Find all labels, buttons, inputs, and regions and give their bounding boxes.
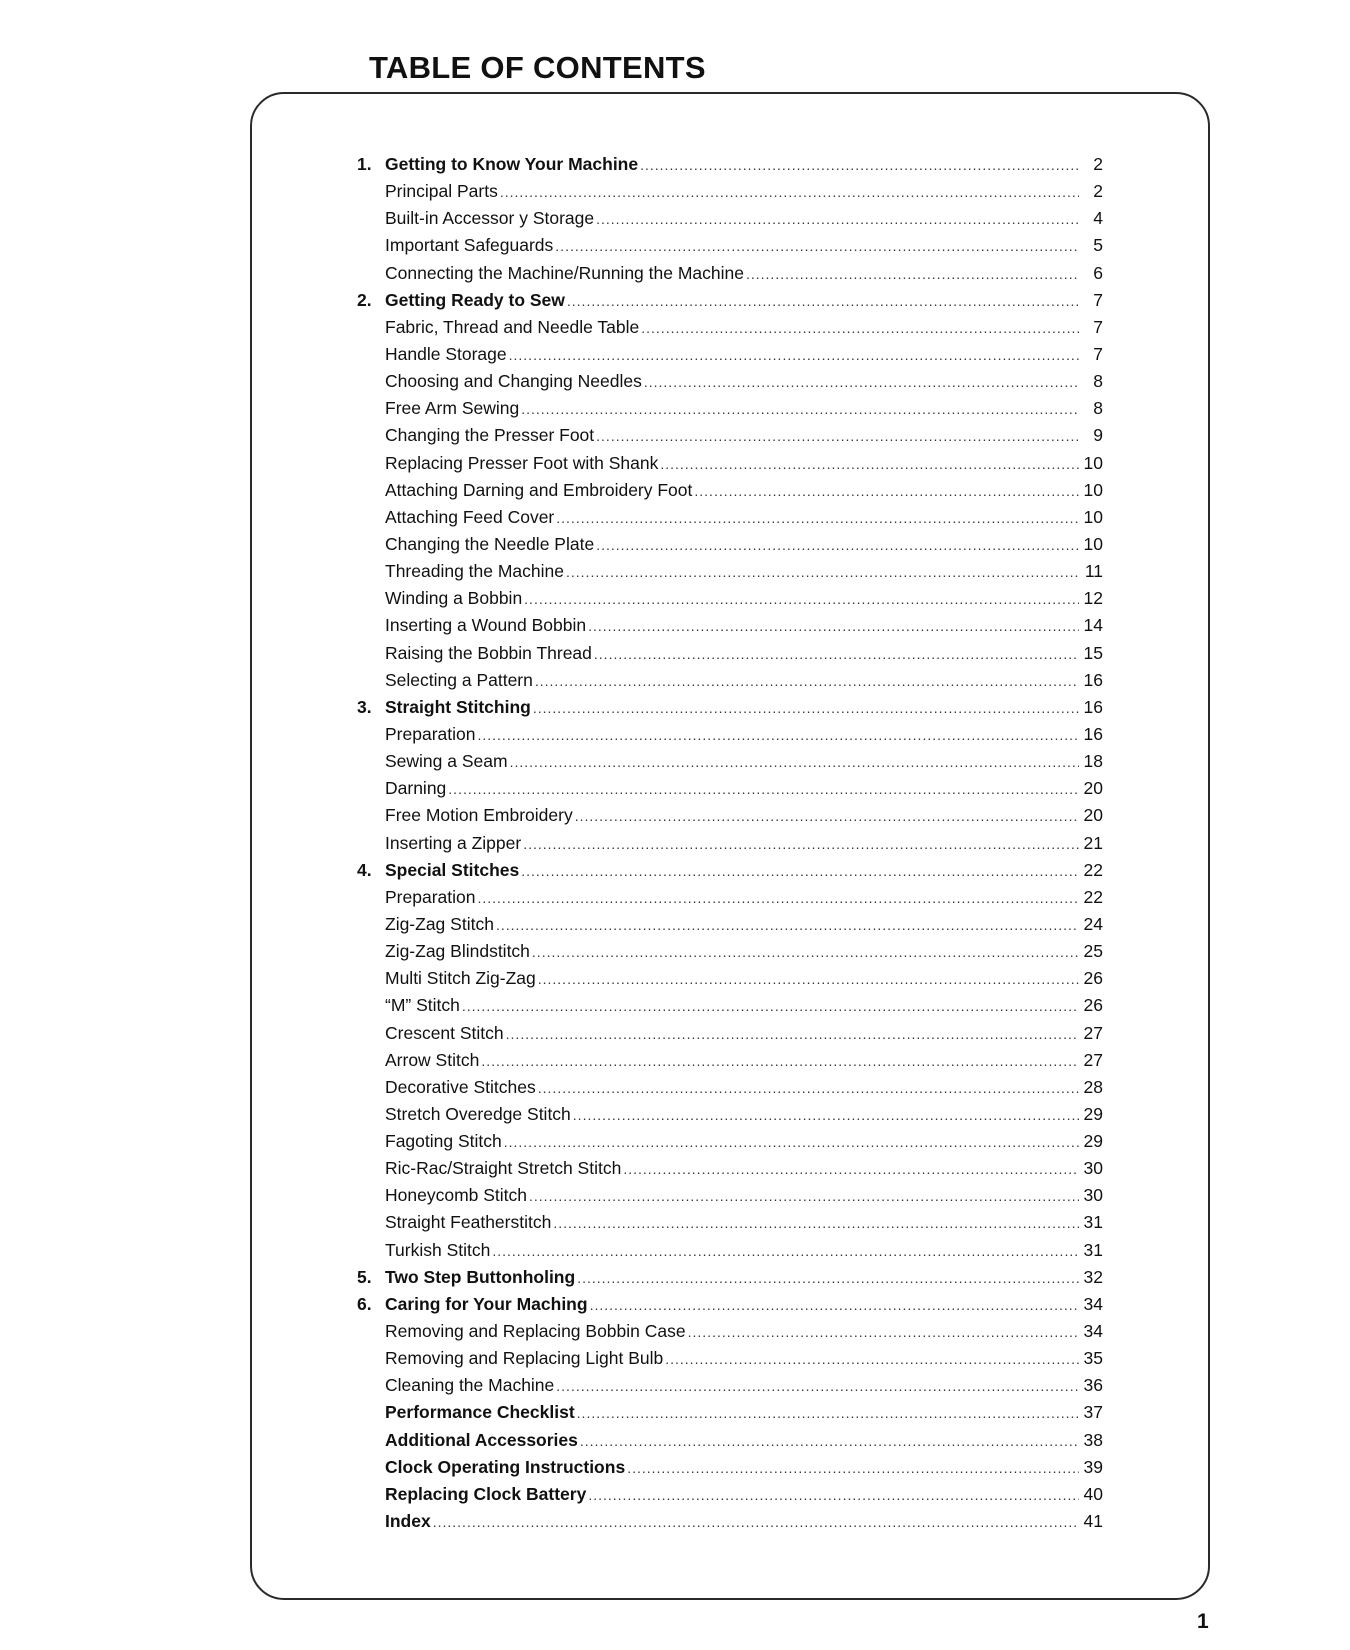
toc-entry-title: Decorative Stitches bbox=[385, 1076, 536, 1097]
toc-entry bbox=[357, 965, 1103, 992]
dot-leader bbox=[575, 803, 1079, 830]
toc-entry-page: 10 bbox=[1083, 506, 1103, 527]
dot-leader bbox=[509, 342, 1079, 369]
toc-entry bbox=[357, 422, 1103, 449]
toc-entry-page: 12 bbox=[1083, 588, 1103, 609]
dot-leader bbox=[641, 315, 1079, 342]
toc-entry-page: 14 bbox=[1083, 615, 1103, 636]
toc-entry-title: Changing the Needle Plate bbox=[385, 533, 595, 554]
dot-leader bbox=[566, 559, 1079, 586]
toc-entry-page: 10 bbox=[1083, 452, 1103, 473]
toc-entry bbox=[357, 341, 1103, 368]
toc-entry bbox=[357, 748, 1103, 775]
toc-entry-title: Preparation bbox=[385, 723, 476, 744]
dot-leader bbox=[596, 532, 1079, 559]
dot-leader bbox=[596, 423, 1079, 450]
dot-leader bbox=[556, 1373, 1079, 1400]
toc-entry-page: 34 bbox=[1083, 1293, 1103, 1314]
toc-entry bbox=[357, 477, 1103, 504]
toc-entry-number: 4. bbox=[357, 859, 372, 880]
toc-entry bbox=[357, 232, 1103, 259]
dot-leader bbox=[462, 993, 1079, 1020]
toc-entry bbox=[357, 938, 1103, 965]
toc-entry-page: 39 bbox=[1083, 1456, 1103, 1477]
dot-leader bbox=[567, 288, 1079, 315]
toc-entry-title: Important Safeguards bbox=[385, 235, 554, 256]
dot-leader bbox=[532, 939, 1079, 966]
dot-leader bbox=[577, 1265, 1079, 1292]
toc-entry-title: Straight Featherstitch bbox=[385, 1212, 552, 1233]
toc-entry-title: Removing and Replacing Bobbin Case bbox=[385, 1321, 686, 1342]
toc-entry-title: Turkish Stitch bbox=[385, 1239, 491, 1260]
toc-entry-page: 10 bbox=[1083, 479, 1103, 500]
toc-entry-title: Selecting a Pattern bbox=[385, 669, 533, 690]
toc-entry bbox=[357, 721, 1103, 748]
dot-leader bbox=[500, 179, 1079, 206]
toc-entry bbox=[357, 368, 1103, 395]
toc-entry bbox=[357, 667, 1103, 694]
dot-leader bbox=[556, 505, 1079, 532]
toc-entry-page: 7 bbox=[1093, 289, 1103, 310]
toc-entry-page: 28 bbox=[1083, 1076, 1103, 1097]
toc-entry bbox=[357, 802, 1103, 829]
toc-entry-page: 10 bbox=[1083, 533, 1103, 554]
toc-entry-number: 5. bbox=[357, 1266, 372, 1287]
dot-leader bbox=[538, 1075, 1079, 1102]
toc-entry bbox=[357, 1209, 1103, 1236]
toc-entry bbox=[357, 531, 1103, 558]
toc-entry-page: 26 bbox=[1083, 968, 1103, 989]
toc-entry-title: Removing and Replacing Light Bulb bbox=[385, 1348, 664, 1369]
toc-chapter-entry bbox=[357, 287, 1103, 314]
page-title: TABLE OF CONTENTS bbox=[369, 50, 706, 85]
toc-entry-title: Replacing Presser Foot with Shank bbox=[385, 452, 659, 473]
toc-entry-page: 30 bbox=[1083, 1185, 1103, 1206]
toc-entry-title: Cleaning the Machine bbox=[385, 1375, 555, 1396]
dot-leader bbox=[504, 1129, 1079, 1156]
toc-entry-page: 41 bbox=[1083, 1511, 1103, 1532]
toc-entry-page: 5 bbox=[1093, 235, 1103, 256]
toc-entry-title: Darning bbox=[385, 778, 447, 799]
toc-entry-page: 2 bbox=[1093, 181, 1103, 202]
toc-entry-title: Raising the Bobbin Thread bbox=[385, 642, 592, 663]
toc-entry bbox=[357, 504, 1103, 531]
toc-entry-page: 16 bbox=[1083, 669, 1103, 690]
toc-entry-page: 8 bbox=[1093, 398, 1103, 419]
toc-entry-title: Built-in Accessor y Storage bbox=[385, 208, 595, 229]
page-number: 1 bbox=[1197, 1610, 1209, 1633]
toc-entry bbox=[357, 1454, 1103, 1481]
toc-entry-page: 7 bbox=[1093, 316, 1103, 337]
toc-chapter-entry bbox=[357, 857, 1103, 884]
dot-leader bbox=[477, 722, 1079, 749]
dot-leader bbox=[496, 912, 1079, 939]
dot-leader bbox=[623, 1156, 1079, 1183]
toc-entry-page: 4 bbox=[1093, 208, 1103, 229]
toc-entry-page: 37 bbox=[1083, 1402, 1103, 1423]
dot-leader bbox=[640, 152, 1079, 179]
toc-entry-number: 2. bbox=[357, 289, 372, 310]
toc-entry-page: 16 bbox=[1083, 723, 1103, 744]
toc-entry-page: 2 bbox=[1093, 154, 1103, 174]
dot-leader bbox=[746, 261, 1079, 288]
dot-leader bbox=[492, 1238, 1079, 1265]
toc-entry-title: Getting Ready to Sew bbox=[385, 289, 565, 310]
dot-leader bbox=[521, 396, 1079, 423]
toc-entry bbox=[357, 1128, 1103, 1155]
toc-entry-page: 21 bbox=[1083, 832, 1103, 853]
toc-entry-page: 7 bbox=[1093, 343, 1103, 364]
dot-leader bbox=[555, 233, 1079, 260]
toc-entry bbox=[357, 1345, 1103, 1372]
toc-entry-title: Changing the Presser Foot bbox=[385, 425, 595, 446]
dot-leader bbox=[644, 369, 1079, 396]
toc-entry-page: 31 bbox=[1083, 1239, 1103, 1260]
toc-entry-title: Free Arm Sewing bbox=[385, 398, 520, 419]
toc-entry-number: 1. bbox=[357, 154, 372, 174]
dot-leader bbox=[553, 1210, 1079, 1237]
toc-entry-title: Winding a Bobbin bbox=[385, 588, 523, 609]
toc-entry-page: 38 bbox=[1083, 1429, 1103, 1450]
toc-entry-title: Handle Storage bbox=[385, 343, 507, 364]
toc-chapter-entry bbox=[357, 694, 1103, 721]
toc-entry-title: Attaching Darning and Embroidery Foot bbox=[385, 479, 693, 500]
toc-entry-page: 9 bbox=[1093, 425, 1103, 446]
toc-entry-page: 6 bbox=[1093, 262, 1103, 283]
toc-entry-page: 16 bbox=[1083, 696, 1103, 717]
toc-entry-page: 25 bbox=[1083, 941, 1103, 962]
toc-entry bbox=[357, 1427, 1103, 1454]
dot-leader bbox=[477, 885, 1079, 912]
dot-leader bbox=[573, 1102, 1079, 1129]
dot-leader bbox=[538, 966, 1079, 993]
dot-leader bbox=[510, 749, 1079, 776]
toc-entry bbox=[357, 178, 1103, 205]
dot-leader bbox=[594, 641, 1079, 668]
toc-entry bbox=[357, 1020, 1103, 1047]
toc-entry bbox=[357, 640, 1103, 667]
toc-entry-page: 30 bbox=[1083, 1158, 1103, 1179]
toc-entry-page: 24 bbox=[1083, 913, 1103, 934]
toc-entry-title: Preparation bbox=[385, 886, 476, 907]
toc-entry-title: Inserting a Wound Bobbin bbox=[385, 615, 587, 636]
toc-entry bbox=[357, 585, 1103, 612]
toc-entry bbox=[357, 612, 1103, 639]
toc-chapter-entry bbox=[357, 1291, 1103, 1318]
toc-entry bbox=[357, 1182, 1103, 1209]
toc-entry-title: Ric-Rac/Straight Stretch Stitch bbox=[385, 1158, 622, 1179]
toc-entry-title: Additional Accessories bbox=[385, 1429, 578, 1450]
dot-leader bbox=[580, 1428, 1079, 1455]
toc-entry-page: 35 bbox=[1083, 1348, 1103, 1369]
toc-entry-page: 29 bbox=[1083, 1131, 1103, 1152]
toc-entry-title: Choosing and Changing Needles bbox=[385, 371, 642, 392]
toc-entry-title: Fagoting Stitch bbox=[385, 1131, 502, 1152]
toc-entry-title: Special Stitches bbox=[385, 859, 520, 880]
toc-entry-title: Clock Operating Instructions bbox=[385, 1456, 626, 1477]
toc-entry-title: Caring for Your Maching bbox=[385, 1293, 588, 1314]
dot-leader bbox=[665, 1346, 1079, 1373]
toc-entry bbox=[357, 1047, 1103, 1074]
dot-leader bbox=[535, 668, 1079, 695]
toc-entry-title: Attaching Feed Cover bbox=[385, 506, 555, 527]
toc-entry-title: Inserting a Zipper bbox=[385, 832, 522, 853]
toc-entry-title: Multi Stitch Zig-Zag bbox=[385, 968, 536, 989]
toc-entry bbox=[357, 992, 1103, 1019]
toc-entry bbox=[357, 395, 1103, 422]
dot-leader bbox=[533, 695, 1079, 722]
toc-entry-page: 8 bbox=[1093, 371, 1103, 392]
toc-entry-title: Two Step Buttonholing bbox=[385, 1266, 576, 1287]
dot-leader bbox=[481, 1048, 1079, 1075]
toc-entry-title: Index bbox=[385, 1511, 431, 1532]
toc-entry bbox=[357, 1481, 1103, 1508]
toc-entry-title: Zig-Zag Stitch bbox=[385, 913, 494, 934]
toc-entry-title: Straight Stitching bbox=[385, 696, 531, 717]
toc-entry bbox=[357, 1372, 1103, 1399]
toc-entry-page: 26 bbox=[1083, 995, 1103, 1016]
dot-leader bbox=[588, 1482, 1079, 1509]
toc-entry bbox=[357, 1155, 1103, 1182]
toc-entry bbox=[357, 1318, 1103, 1345]
dot-leader bbox=[577, 1400, 1079, 1427]
dot-leader bbox=[660, 451, 1079, 478]
toc-entry-title: Performance Checklist bbox=[385, 1402, 575, 1423]
toc-entry bbox=[357, 260, 1103, 287]
toc-entry-page: 22 bbox=[1083, 886, 1103, 907]
toc-entry bbox=[357, 884, 1103, 911]
toc-entry bbox=[357, 775, 1103, 802]
dot-leader bbox=[448, 776, 1079, 803]
toc-entry bbox=[357, 205, 1103, 232]
dot-leader bbox=[523, 831, 1079, 858]
toc-entry-title: Replacing Clock Battery bbox=[385, 1483, 587, 1504]
toc-entry-title: Arrow Stitch bbox=[385, 1049, 480, 1070]
toc-entry bbox=[357, 830, 1103, 857]
toc-entry-title: Zig-Zag Blindstitch bbox=[385, 941, 530, 962]
dot-leader bbox=[627, 1455, 1079, 1482]
toc-entry-page: 29 bbox=[1083, 1103, 1103, 1124]
toc-entry bbox=[357, 911, 1103, 938]
toc-chapter-entry bbox=[357, 151, 1103, 178]
toc-entry-page: 34 bbox=[1083, 1321, 1103, 1342]
toc-entry-title: Honeycomb Stitch bbox=[385, 1185, 528, 1206]
dot-leader bbox=[521, 858, 1079, 885]
toc-entry-title: Connecting the Machine/Running the Machine bbox=[385, 262, 744, 283]
toc-entry bbox=[357, 1074, 1103, 1101]
toc-entry bbox=[357, 558, 1103, 585]
dot-leader bbox=[688, 1319, 1079, 1346]
toc-entry-page: 15 bbox=[1083, 642, 1103, 663]
toc-entry bbox=[357, 450, 1103, 477]
dot-leader bbox=[529, 1183, 1079, 1210]
toc-entry-title: Crescent Stitch bbox=[385, 1022, 504, 1043]
toc-chapter-entry bbox=[357, 1264, 1103, 1291]
toc-entry-title: Threading the Machine bbox=[385, 561, 564, 582]
toc-entry-page: 18 bbox=[1083, 751, 1103, 772]
toc-entry-number: 3. bbox=[357, 696, 372, 717]
toc-entry-title: Stretch Overedge Stitch bbox=[385, 1103, 571, 1124]
toc-entry-number: 6. bbox=[357, 1293, 372, 1314]
toc-entry-page: 20 bbox=[1083, 805, 1103, 826]
dot-leader bbox=[694, 478, 1079, 505]
toc-entry-title: “M” Stitch bbox=[385, 995, 460, 1016]
toc-entry bbox=[357, 314, 1103, 341]
toc-entry-title: Getting to Know Your Machine bbox=[385, 154, 639, 174]
toc-entry-page: 36 bbox=[1083, 1375, 1103, 1396]
dot-leader bbox=[524, 586, 1079, 613]
toc-entry-page: 27 bbox=[1083, 1022, 1103, 1043]
toc-entry bbox=[357, 1101, 1103, 1128]
toc-entry-title: Sewing a Seam bbox=[385, 751, 508, 772]
dot-leader bbox=[506, 1021, 1079, 1048]
toc-entry bbox=[357, 1508, 1103, 1535]
toc-entry-page: 11 bbox=[1084, 561, 1103, 582]
dot-leader bbox=[590, 1292, 1079, 1319]
toc-entry-title: Principal Parts bbox=[385, 181, 498, 202]
toc-entry-page: 31 bbox=[1083, 1212, 1103, 1233]
toc-entry-page: 22 bbox=[1083, 859, 1103, 880]
toc-entry-title: Fabric, Thread and Needle Table bbox=[385, 316, 640, 337]
toc-entry-title: Free Motion Embroidery bbox=[385, 805, 573, 826]
dot-leader bbox=[433, 1509, 1079, 1536]
toc-list bbox=[357, 151, 1103, 1535]
dot-leader bbox=[596, 206, 1079, 233]
toc-entry-page: 20 bbox=[1083, 778, 1103, 799]
dot-leader bbox=[588, 613, 1079, 640]
toc-entry-page: 27 bbox=[1083, 1049, 1103, 1070]
toc-entry-page: 32 bbox=[1083, 1266, 1103, 1287]
toc-entry bbox=[357, 1399, 1103, 1426]
toc-entry bbox=[357, 1237, 1103, 1264]
toc-entry-page: 40 bbox=[1083, 1483, 1103, 1504]
